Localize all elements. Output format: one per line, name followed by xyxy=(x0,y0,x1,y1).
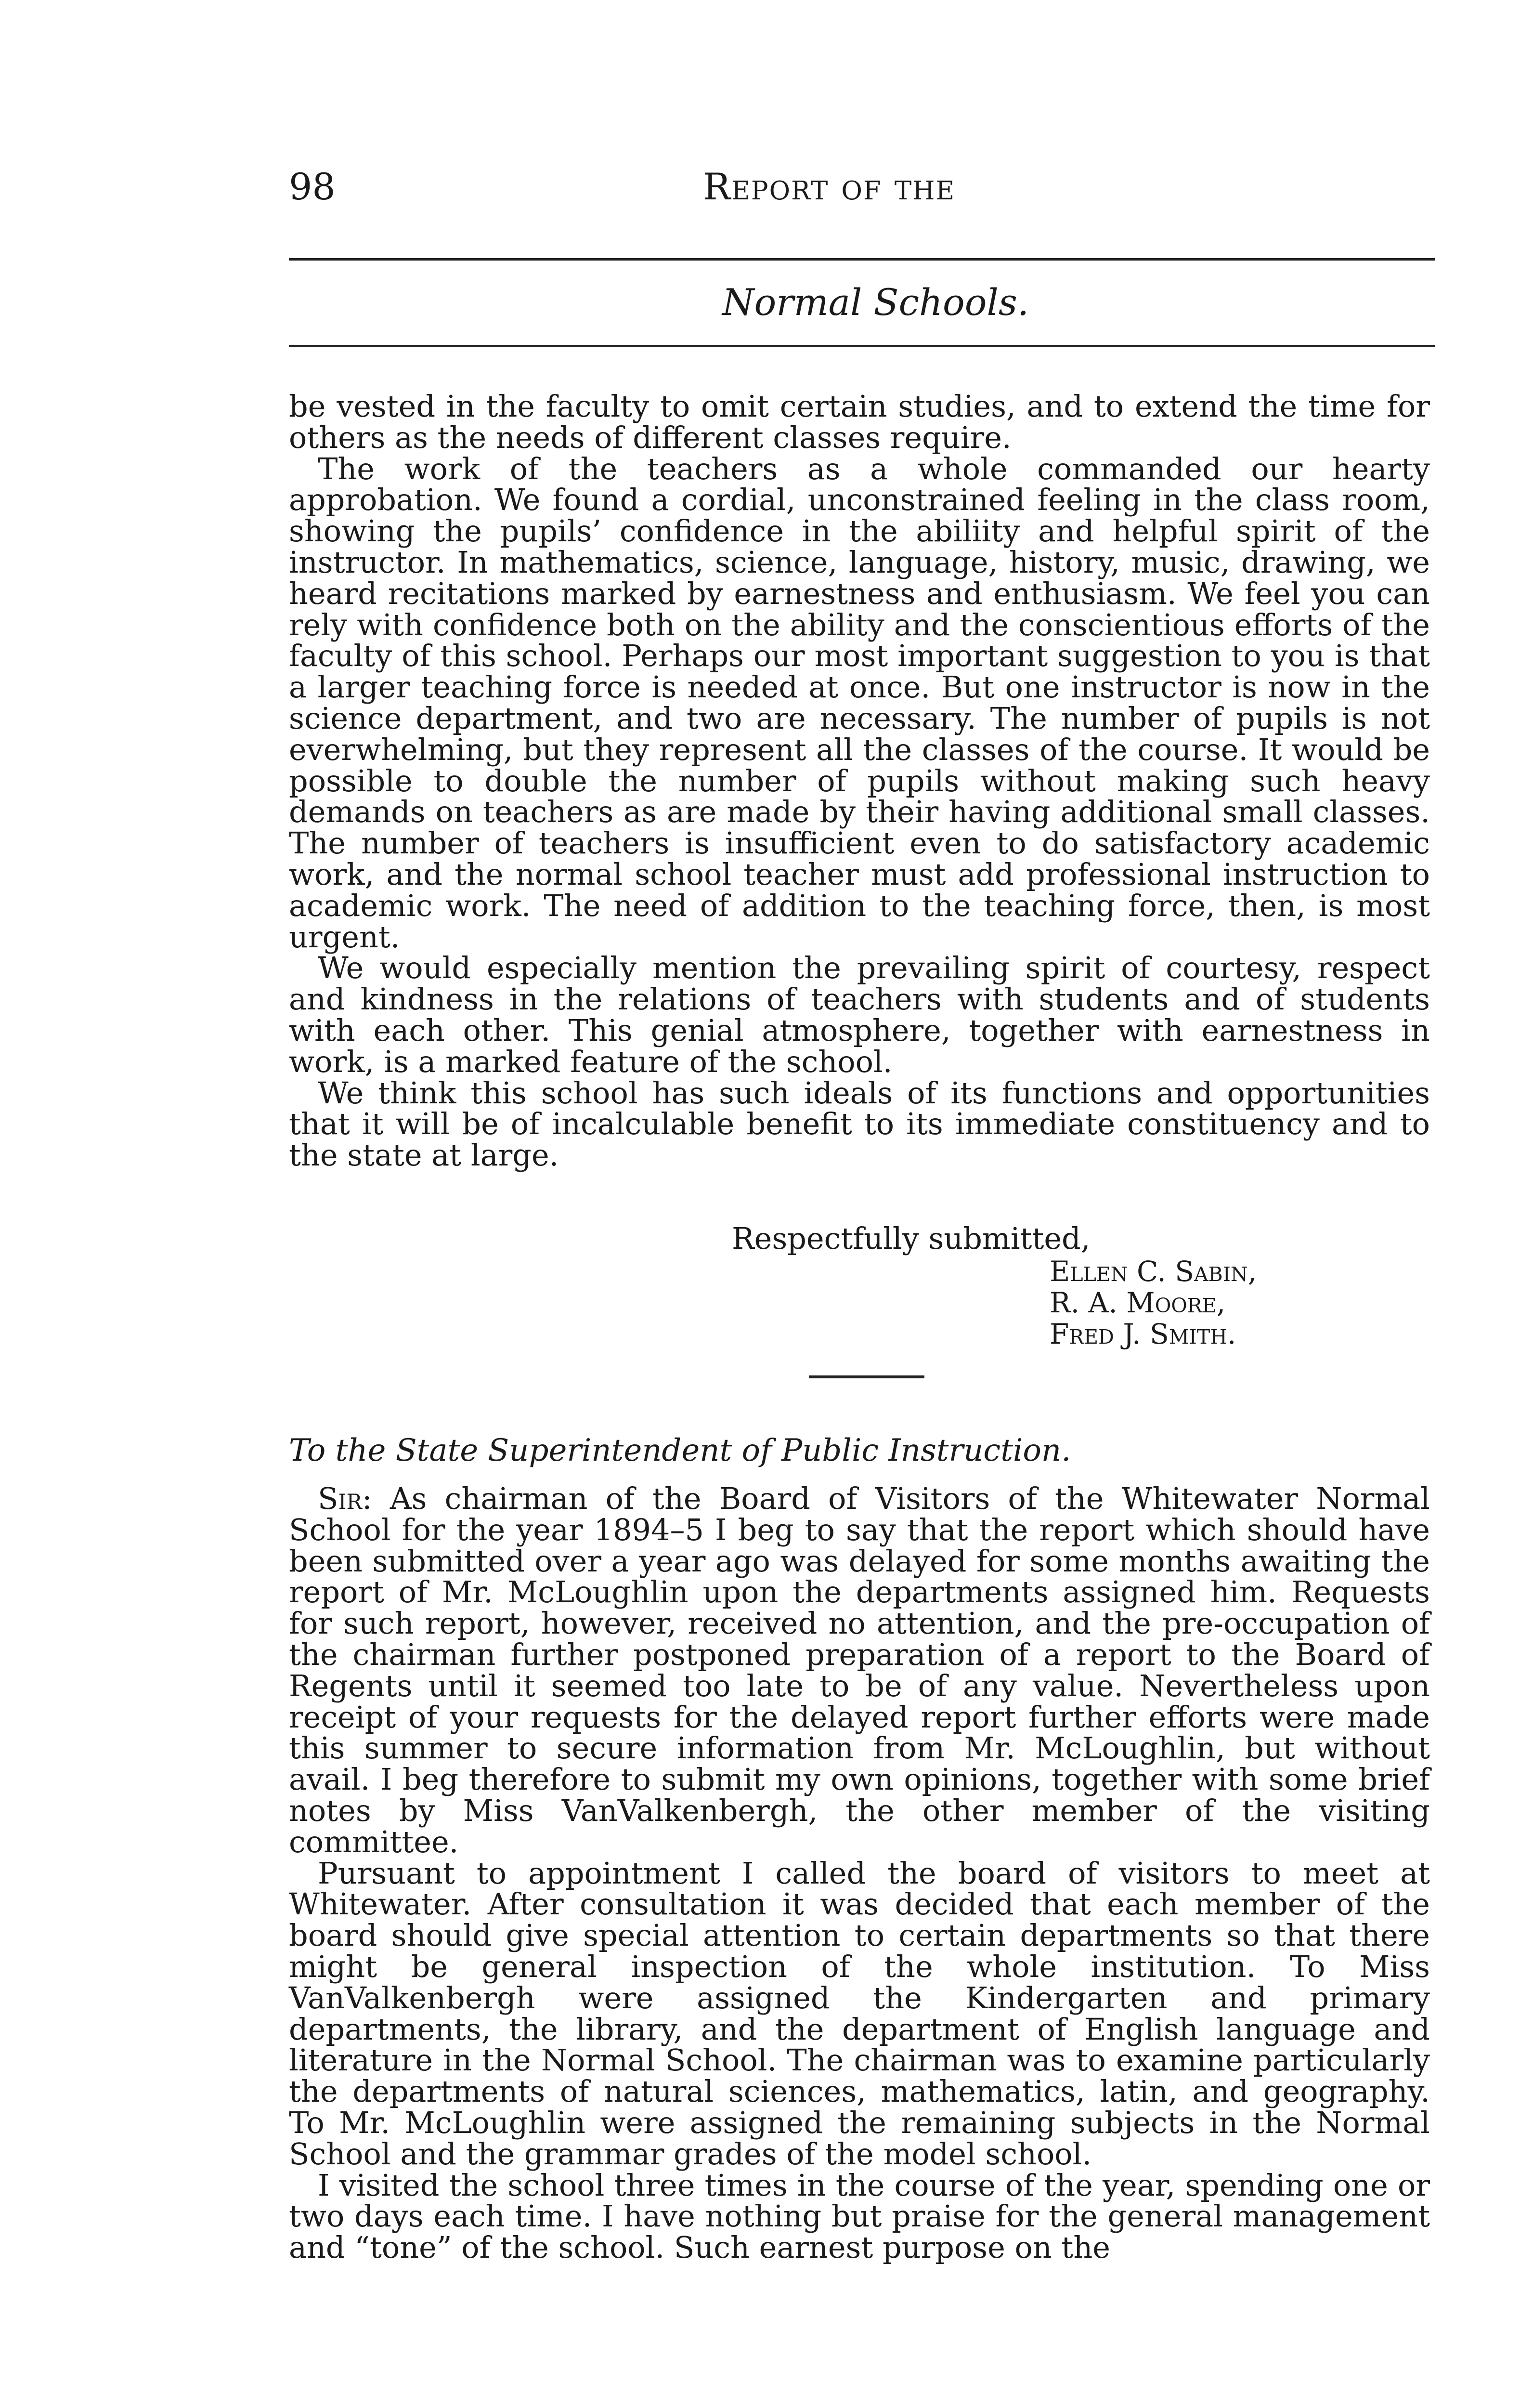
signoff: Respectfully submitted, xyxy=(732,1221,1091,1256)
running-head: Report of the xyxy=(703,165,956,208)
sir-label: Sir: xyxy=(318,1481,372,1516)
signer-name: Fred J. Smith. xyxy=(1050,1317,1236,1350)
section-title: Normal Schools. xyxy=(722,281,1029,324)
header-rule-top xyxy=(289,258,1435,261)
letter-2-paragraph-text: As chairman of the Board of Visitors of the Whitewater Normal School for the year 1894–5 I beg to say that the report which should have been submitted over a year ago was delayed for some months awaiting the report of Mr. McLoughlin upon the departments assigned him. Requests for such report, however, received no attention, and the pre-occupation of the chairman further postponed preparation of a report to the Board of Regents until it seemed too late to be of any value. Nevertheless upon receipt of your requests for the delayed report further efforts were made this summer to secure information from Mr. McLoughlin, but without avail. I beg therefore to submit my own opinions, together with some brief notes by Miss VanValkenbergh, the other member of the visiting committee. xyxy=(289,1481,1430,1859)
letter-1-body xyxy=(289,391,1430,1171)
letter-1-paragraph: We would especially mention the prevailing spirit of courtesy, respect and kindness in the relations of teachers with students and of students with each other. This genial atmosphere, together with earnestness in work, is a marked feature of the school. xyxy=(289,950,1430,1079)
letter-2-paragraph: Pursuant to appointment I called the board of visitors to meet at Whitewater. After consultation it was decided that each member of the board should give special attention to certain departments so that there might be general inspection of the whole institution. To Miss VanValkenbergh were assigned the Kindergarten and primary departments, the library, and the department of English language and literature in the Normal School. The chairman was to examine particularly the departments of natural sciences, mathematics, latin, and geography. To Mr. McLoughlin were assigned the remaining subjects in the Normal School and the grammar grades of the model school. xyxy=(289,1855,1430,2172)
signer-name: R. A. Moore, xyxy=(1050,1286,1226,1319)
letter-1-paragraph: We think this school has such ideals of its functions and opportunities that it will be of incalculable benefit to its immediate constituency and to the state at large. xyxy=(289,1075,1430,1173)
letter-2-body xyxy=(289,1483,1430,2264)
salutation: To the State Superintendent of Public Instruction. xyxy=(289,1433,1071,1468)
section-divider xyxy=(809,1375,924,1378)
letter-1-paragraph: be vested in the faculty to omit certain studies, and to extend the time for others as the needs of different classes require. xyxy=(289,389,1430,455)
letter-2-paragraph xyxy=(289,1483,1430,1858)
signers-block xyxy=(1050,1256,1257,1349)
header-rule-bottom xyxy=(289,345,1435,347)
page-number: 98 xyxy=(289,165,336,208)
letter-1-paragraph: The work of the teachers as a whole commanded our hearty approbation. We found a cordial, unconstrained feeling in the class room, showing the pupils’ confidence in the abiliity and helpful spirit of the instructor. In mathematics, science, language, history, music, drawing, we heard recitations marked by earnestness and enthusiasm. We feel you can rely with confidence both on the ability and the conscientious efforts of the faculty of this school. Perhaps our most important suggestion to you is that a larger teaching force is needed at once. But one instructor is now in the science department, and two are necessary. The number of pupils is not everwhelming, but they represent all the classes of the course. It would be possible to double the number of pupils without making such heavy demands on teachers as are made by their having additional small classes. The number of teachers is insufficient even to do satisfactory academic work, and the normal school teacher must add professional instruction to academic work. The need of addition to the teaching force, then, is most urgent. xyxy=(289,451,1430,955)
letter-2-paragraph: I visited the school three times in the course of the year, spending one or two days each time. I have nothing but praise for the general management and “tone” of the school. Such earnest purpose on the xyxy=(289,2167,1430,2265)
signer-name: Ellen C. Sabin, xyxy=(1050,1255,1257,1288)
